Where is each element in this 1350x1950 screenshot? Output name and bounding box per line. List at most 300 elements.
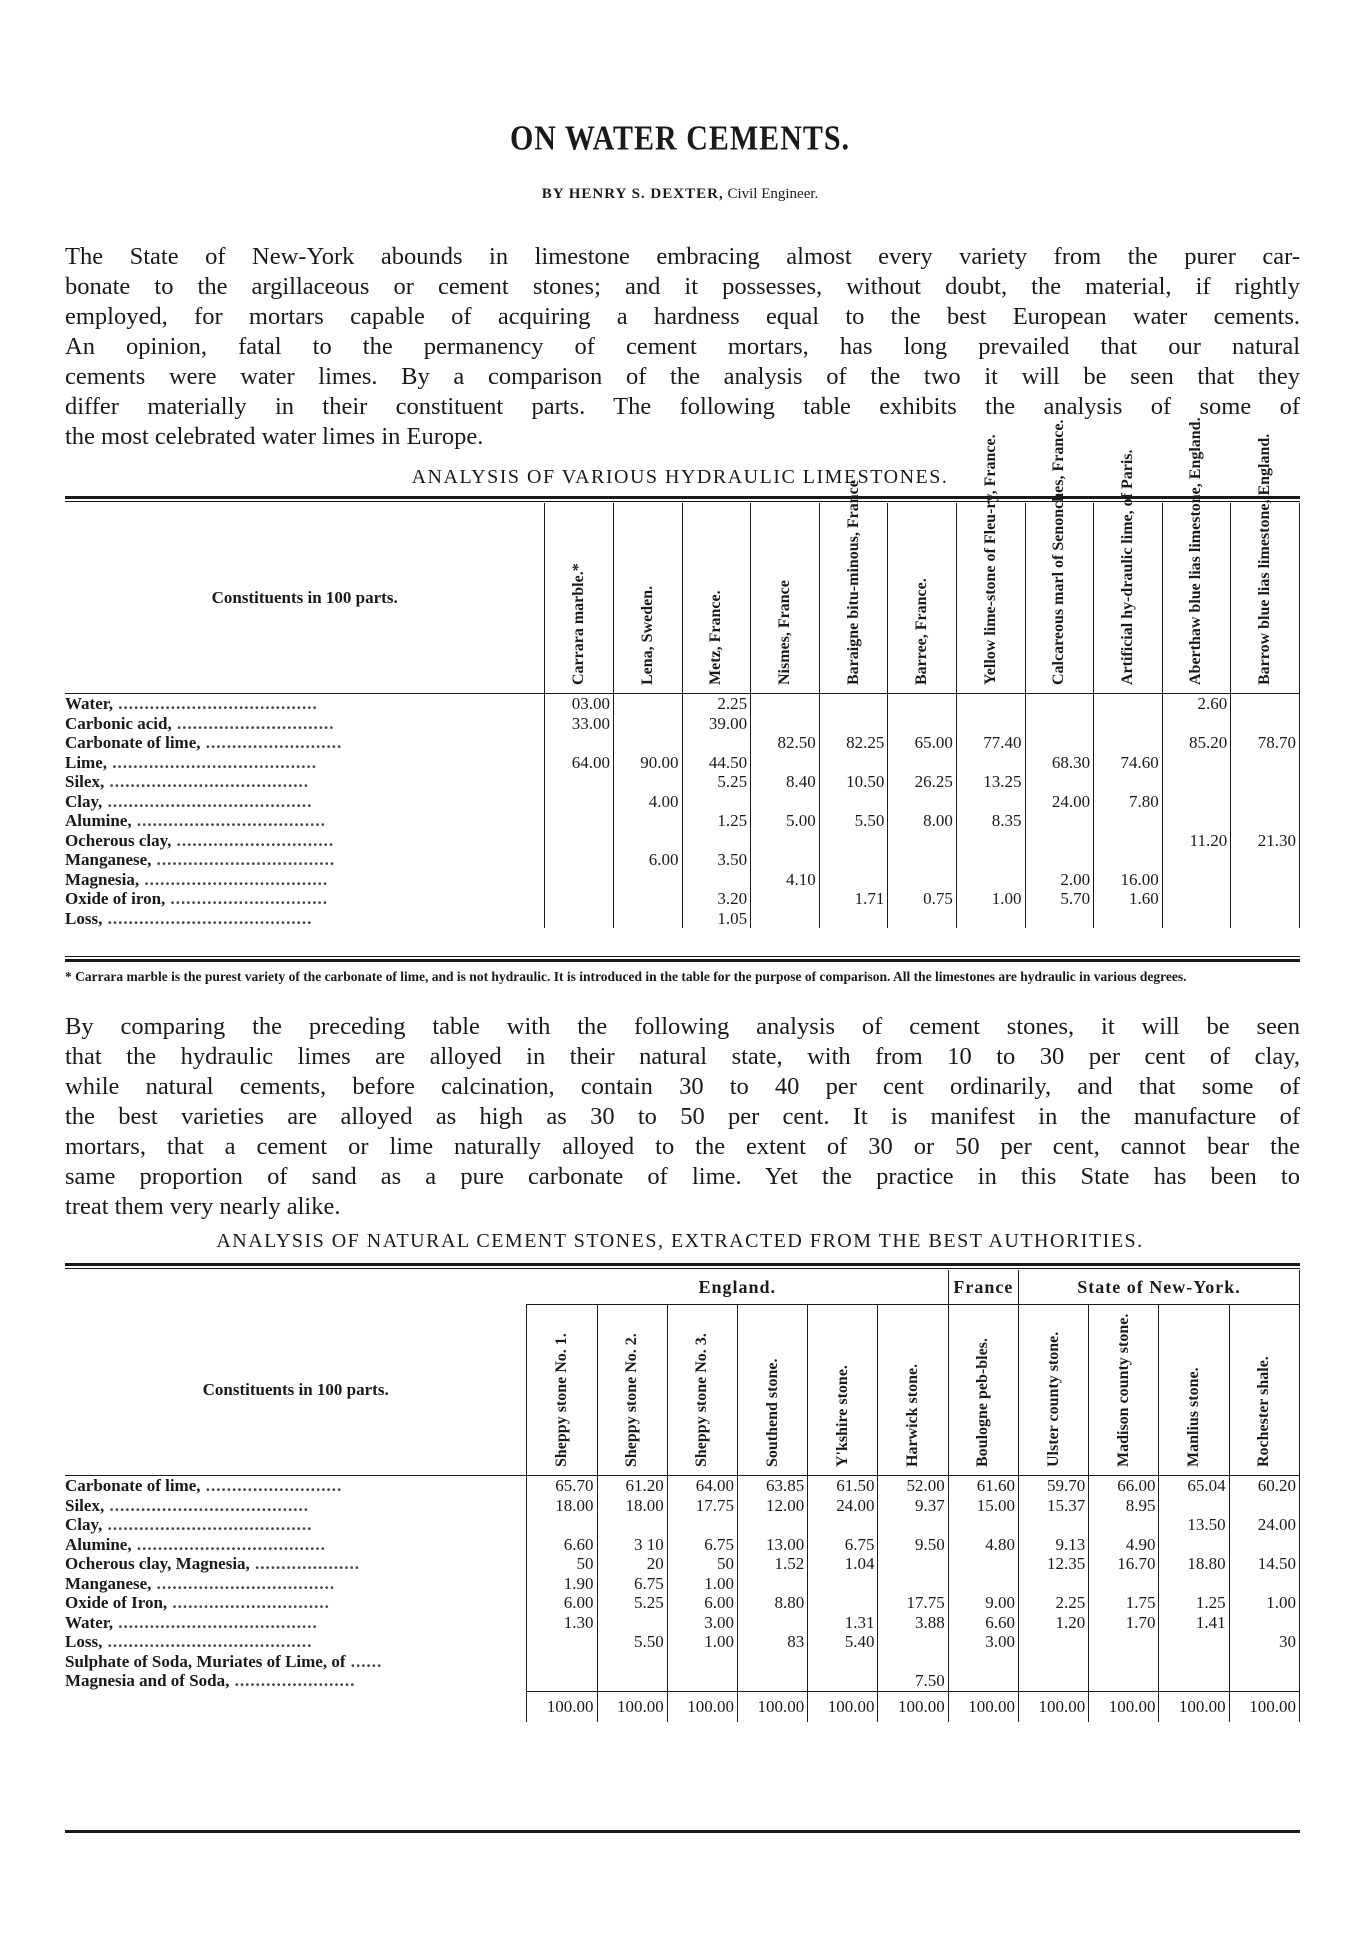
- total-cell: 100.00: [1229, 1691, 1299, 1722]
- text-line: differ materially in their constituent parts. The following table exhibits the analysis of some of: [65, 393, 1300, 420]
- corner-label: Constituents in 100 parts.: [65, 503, 545, 694]
- column-header-text: Sheppy stone No. 3.: [693, 1333, 711, 1467]
- table-cell: [819, 714, 888, 734]
- table-cell: 24.00: [808, 1496, 878, 1516]
- table-cell: [751, 850, 820, 870]
- table-cell: [1089, 1574, 1159, 1594]
- table-cell: [1162, 909, 1231, 929]
- table-cell: [682, 733, 751, 753]
- table-cell: [738, 1574, 808, 1594]
- table-cell: 78.70: [1231, 733, 1300, 753]
- table-cell: [1231, 694, 1300, 714]
- table-cell: [878, 1554, 948, 1574]
- table-cell: [819, 831, 888, 851]
- leader-dots: ......................................: [113, 1612, 318, 1632]
- column-header-row: [65, 1305, 1300, 1476]
- text-line: mortars, that a cement or lime naturally alloyed to the extent of 30 or 50 per cent, cannot bear the: [65, 1133, 1300, 1160]
- table-cell: 20: [597, 1554, 667, 1574]
- table-cell: [613, 772, 682, 792]
- table-cell: [545, 831, 614, 851]
- column-header-text: Calcareous marl of Senonches, France.: [1050, 419, 1068, 685]
- table-row: [65, 1613, 1300, 1633]
- row-label-text: Carbonic acid,: [65, 713, 172, 733]
- table-cell: 2.00: [1025, 870, 1094, 890]
- table-cell: [1229, 1652, 1299, 1672]
- table-cell: [956, 909, 1025, 929]
- row-label-text: Loss,: [65, 908, 103, 928]
- table-cell: [878, 1632, 948, 1652]
- table-cell: 6.75: [597, 1574, 667, 1594]
- author: BY HENRY S. DEXTER,: [541, 186, 724, 202]
- column-header-text: Y'kshire stone.: [833, 1365, 851, 1467]
- column-header: [878, 1305, 948, 1476]
- table-cell: 24.00: [1229, 1515, 1299, 1535]
- leader-dots: .......................................: [107, 752, 318, 772]
- table1-bottom-rule-thin: [65, 956, 1300, 957]
- total-cell: 100.00: [878, 1691, 948, 1722]
- text-line: same proportion of sand as a pure carbonate of lime. Yet the practice in this State has been to: [65, 1163, 1300, 1190]
- table-cell: [948, 1652, 1018, 1672]
- table-cell: [1231, 889, 1300, 909]
- leader-dots: ......: [345, 1651, 383, 1671]
- column-header-text: Rochester shale.: [1255, 1356, 1273, 1467]
- table-cell: 1.00: [667, 1632, 737, 1652]
- table-cell: [667, 1515, 737, 1535]
- leader-dots: ..........................: [200, 733, 343, 752]
- table-cell: 2.25: [1018, 1593, 1088, 1613]
- column-header-text: Metz, France.: [707, 590, 725, 685]
- table-row: [65, 694, 1300, 714]
- table-cell: 1.75: [1089, 1593, 1159, 1613]
- table-cell: 1.00: [956, 889, 1025, 909]
- table-cell: 6.60: [948, 1613, 1018, 1633]
- table-cell: [527, 1671, 597, 1691]
- table-cell: 6.75: [808, 1535, 878, 1555]
- table-cell: [808, 1593, 878, 1613]
- row-label: [65, 753, 545, 773]
- table-cell: [613, 870, 682, 890]
- column-header: [1162, 417, 1231, 694]
- table-cell: 61.20: [597, 1476, 667, 1496]
- table-cell: [527, 1515, 597, 1535]
- table-cell: [1025, 714, 1094, 734]
- column-header-text: Baraigne bitu-minous, France: [844, 480, 862, 685]
- row-label: [65, 1515, 527, 1535]
- table-cell: [1162, 772, 1231, 792]
- row-label: [65, 870, 545, 890]
- table-cell: 1.20: [1018, 1613, 1088, 1633]
- table-cell: [751, 831, 820, 851]
- table-cell: [956, 850, 1025, 870]
- table-cell: 52.00: [878, 1476, 948, 1496]
- table-cell: 3.00: [667, 1613, 737, 1633]
- table-cell: [888, 792, 957, 812]
- column-header: [597, 1305, 667, 1476]
- table-cell: 14.50: [1229, 1554, 1299, 1574]
- table-cell: [1229, 1574, 1299, 1594]
- table-cell: [751, 753, 820, 773]
- table-cell: 1.25: [1159, 1593, 1229, 1613]
- row-label-text: Magnesia,: [65, 869, 140, 889]
- table1-caption: ANALYSIS OF VARIOUS HYDRAULIC LIMESTONES.: [411, 466, 949, 488]
- table-cell: [1231, 753, 1300, 773]
- table-cell: [545, 889, 614, 909]
- column-header-text: Boulogne peb-bles.: [974, 1338, 992, 1467]
- group-corner: [65, 1270, 527, 1305]
- table-cell: 12.00: [738, 1496, 808, 1516]
- leader-dots: .......................................: [102, 1515, 313, 1534]
- table-cell: [597, 1652, 667, 1672]
- leader-dots: ..............................: [171, 830, 335, 850]
- table-cell: [1229, 1613, 1299, 1633]
- table-cell: [1018, 1632, 1088, 1652]
- column-header: [682, 503, 751, 694]
- column-header: [819, 480, 888, 694]
- middle-paragraph: [65, 1012, 1300, 1222]
- row-label: [65, 831, 545, 851]
- row-label-text: Clay,: [65, 791, 103, 811]
- table-cell: [545, 870, 614, 890]
- table-cell: 13.25: [956, 772, 1025, 792]
- table-cell: 10.50: [819, 772, 888, 792]
- row-label: [65, 889, 545, 909]
- table-cell: 5.25: [682, 772, 751, 792]
- table-cell: 1.90: [527, 1574, 597, 1594]
- table-cell: 3.50: [682, 850, 751, 870]
- table-cell: 9.50: [878, 1535, 948, 1555]
- column-header-text: Southend stone.: [763, 1358, 781, 1467]
- row-label: [65, 850, 545, 870]
- table-cell: [1231, 870, 1300, 890]
- leader-dots: ...................................: [139, 869, 329, 889]
- table-cell: 68.30: [1025, 753, 1094, 773]
- table-cell: [682, 831, 751, 851]
- table-cell: [613, 831, 682, 851]
- leader-dots: ..............................: [171, 713, 335, 733]
- table-cell: [1089, 1671, 1159, 1691]
- table-cell: [819, 753, 888, 773]
- row-label: [65, 811, 545, 831]
- table-cell: 65.70: [527, 1476, 597, 1496]
- table-cell: [1025, 850, 1094, 870]
- group-2: State of New-York.: [1018, 1270, 1299, 1305]
- group-1: France: [948, 1270, 1018, 1305]
- table-cell: 5.50: [819, 811, 888, 831]
- table-cell: 9.13: [1018, 1535, 1088, 1555]
- total-cell: 100.00: [738, 1691, 808, 1722]
- table-cell: 6.75: [667, 1535, 737, 1555]
- table-cell: 74.60: [1094, 753, 1163, 773]
- column-header-text: Nismes, France: [775, 580, 793, 685]
- row-label: [65, 1632, 527, 1652]
- column-header: [1025, 419, 1094, 694]
- author-role: Civil Engineer.: [727, 186, 819, 202]
- table-row: [65, 1652, 1300, 1672]
- table-cell: [1162, 714, 1231, 734]
- leader-dots: .......................................: [102, 791, 313, 811]
- column-header: [1089, 1305, 1159, 1476]
- table-cell: 5.40: [808, 1632, 878, 1652]
- table-cell: [613, 714, 682, 734]
- table-cell: [527, 1632, 597, 1652]
- table-row: [65, 1496, 1300, 1516]
- table-cell: [738, 1515, 808, 1535]
- text-line: that the hydraulic limes are alloyed in their natural state, with from 10 to 30 per cent of clay,: [65, 1043, 1300, 1070]
- table-cell: [1018, 1515, 1088, 1535]
- row-label-text: Sulphate of Soda, Muriates of Lime, of: [65, 1651, 346, 1671]
- table-cell: [819, 792, 888, 812]
- column-header-text: Manlius stone.: [1185, 1367, 1203, 1467]
- table-cell: [682, 870, 751, 890]
- row-label: [65, 1554, 527, 1574]
- table-cell: [888, 850, 957, 870]
- row-label-text: Alumine,: [65, 1534, 132, 1554]
- row-label: [65, 733, 545, 753]
- table-cell: [819, 870, 888, 890]
- row-label-text: Manganese,: [65, 850, 152, 869]
- totals-row: [65, 1691, 1300, 1722]
- table-cell: [956, 714, 1025, 734]
- table-cell: [819, 850, 888, 870]
- table-cell: [1229, 1496, 1299, 1516]
- table-row: [65, 850, 1300, 870]
- table-cell: 39.00: [682, 714, 751, 734]
- leader-dots: ......................................: [104, 1495, 309, 1515]
- table-cell: [1089, 1652, 1159, 1672]
- group-header-row: [65, 1270, 1300, 1305]
- table-cell: [1231, 792, 1300, 812]
- table-cell: [1025, 831, 1094, 851]
- table-cell: [1162, 792, 1231, 812]
- table-cell: [1094, 831, 1163, 851]
- row-label-text: Water,: [65, 1612, 114, 1632]
- table-cell: [1159, 1632, 1229, 1652]
- table-cell: 15.37: [1018, 1496, 1088, 1516]
- table-cell: [1094, 811, 1163, 831]
- row-label: [65, 772, 545, 792]
- row-label: [65, 1496, 527, 1516]
- table-cell: [1025, 733, 1094, 753]
- column-header-text: Carrara marble.*: [570, 563, 588, 685]
- column-header-text: Barree, France.: [913, 578, 931, 685]
- table-row: [65, 753, 1300, 773]
- table-cell: 7.50: [878, 1671, 948, 1691]
- table-cell: 03.00: [545, 694, 614, 714]
- table2-top-rule-thin: [65, 1268, 1300, 1269]
- table-cell: [667, 1652, 737, 1672]
- table-cell: 1.71: [819, 889, 888, 909]
- table-cell: 13.00: [738, 1535, 808, 1555]
- table-cell: 77.40: [956, 733, 1025, 753]
- table-cell: [948, 1671, 1018, 1691]
- leader-dots: ......................................: [113, 694, 318, 713]
- table-cell: [751, 694, 820, 714]
- leader-dots: .......................................: [102, 908, 313, 928]
- table-cell: 4.80: [948, 1535, 1018, 1555]
- row-label-text: Water,: [65, 694, 114, 713]
- table-cell: [1025, 772, 1094, 792]
- table-row: [65, 831, 1300, 851]
- table-cell: [888, 909, 957, 929]
- table-cell: 1.31: [808, 1613, 878, 1633]
- table-cell: [1089, 1515, 1159, 1535]
- table-cell: 17.75: [667, 1496, 737, 1516]
- byline: [60, 186, 1300, 203]
- row-label: [65, 1593, 527, 1613]
- table-cell: 60.20: [1229, 1476, 1299, 1496]
- table-cell: [1025, 694, 1094, 714]
- row-label: [65, 714, 545, 734]
- column-header-text: Lena, Sweden.: [638, 585, 656, 685]
- table2-natural-cement-stones: [65, 1270, 1300, 1722]
- table-cell: 44.50: [682, 753, 751, 773]
- table2-top-rule: [65, 1263, 1300, 1266]
- table-cell: [1159, 1535, 1229, 1555]
- table-cell: [956, 753, 1025, 773]
- row-label: [65, 1652, 527, 1672]
- table-cell: [1025, 811, 1094, 831]
- table-cell: [1162, 889, 1231, 909]
- table-cell: [888, 694, 957, 714]
- table-cell: [597, 1515, 667, 1535]
- table-cell: [1231, 850, 1300, 870]
- table-row: [65, 1671, 1300, 1691]
- leader-dots: ..............................: [165, 889, 329, 908]
- table-cell: 9.37: [878, 1496, 948, 1516]
- table-cell: [956, 870, 1025, 890]
- table-cell: 15.00: [948, 1496, 1018, 1516]
- row-label-text: Silex,: [65, 772, 105, 791]
- table-row: [65, 1476, 1300, 1496]
- column-header: [1094, 449, 1163, 694]
- table-cell: 5.25: [597, 1593, 667, 1613]
- row-label-text: Magnesia and of Soda,: [65, 1671, 230, 1690]
- table-cell: [1162, 753, 1231, 773]
- table-cell: 3.88: [878, 1613, 948, 1633]
- row-label: [65, 1613, 527, 1633]
- table-cell: 1.41: [1159, 1613, 1229, 1633]
- column-header-text: Sheppy stone No. 1.: [552, 1333, 570, 1467]
- table-cell: [819, 909, 888, 929]
- table-cell: 18.80: [1159, 1554, 1229, 1574]
- table-cell: 61.50: [808, 1476, 878, 1496]
- table-cell: [545, 733, 614, 753]
- table-cell: 6.00: [613, 850, 682, 870]
- table-cell: [1094, 850, 1163, 870]
- table-cell: [808, 1671, 878, 1691]
- text-line: cements were water limes. By a comparison of the analysis of the two it will be seen that they: [65, 363, 1300, 390]
- table-cell: 3.20: [682, 889, 751, 909]
- intro-paragraph: [65, 242, 1300, 452]
- table-row: [65, 889, 1300, 909]
- table-row: [65, 1535, 1300, 1555]
- column-header: [613, 503, 682, 694]
- table-cell: [682, 792, 751, 812]
- table-cell: [1018, 1574, 1088, 1594]
- table-cell: [597, 1671, 667, 1691]
- leader-dots: ..................................: [151, 850, 336, 869]
- table-cell: 30: [1229, 1632, 1299, 1652]
- table-cell: [1094, 909, 1163, 929]
- table-cell: 65.04: [1159, 1476, 1229, 1496]
- table-cell: 1.00: [1229, 1593, 1299, 1613]
- column-header: [751, 503, 820, 694]
- table-row: [65, 1515, 1300, 1535]
- row-label-text: Oxide of iron,: [65, 889, 166, 908]
- table-cell: [1094, 694, 1163, 714]
- table-cell: 66.00: [1089, 1476, 1159, 1496]
- table-cell: 4.90: [1089, 1535, 1159, 1555]
- row-label-text: Ocherous clay, Magnesia,: [65, 1554, 250, 1573]
- table-cell: 1.00: [667, 1574, 737, 1594]
- table-cell: 11.20: [1162, 831, 1231, 851]
- table-cell: 8.00: [888, 811, 957, 831]
- table-cell: 6.00: [527, 1593, 597, 1613]
- table-cell: 82.50: [751, 733, 820, 753]
- table-cell: [1094, 772, 1163, 792]
- table-row: [65, 870, 1300, 890]
- table-cell: [545, 792, 614, 812]
- table1-top-rule-thin: [65, 501, 1300, 502]
- total-cell: 100.00: [1089, 1691, 1159, 1722]
- row-label-text: Manganese,: [65, 1573, 152, 1593]
- table-cell: 5.70: [1025, 889, 1094, 909]
- table-cell: [613, 694, 682, 714]
- row-label: [65, 1476, 527, 1496]
- column-header: [808, 1305, 878, 1476]
- table-cell: [1231, 811, 1300, 831]
- table-row: [65, 792, 1300, 812]
- table-cell: [948, 1554, 1018, 1574]
- table-row: [65, 1632, 1300, 1652]
- table-cell: [956, 694, 1025, 714]
- table-cell: [545, 811, 614, 831]
- table-cell: 1.60: [1094, 889, 1163, 909]
- table-cell: 1.70: [1089, 1613, 1159, 1633]
- table-cell: [948, 1515, 1018, 1535]
- totals-label: [65, 1691, 527, 1722]
- column-header: [1229, 1305, 1299, 1476]
- table-cell: [1094, 733, 1163, 753]
- row-label-text: Oxide of Iron,: [65, 1593, 168, 1612]
- table-cell: [751, 889, 820, 909]
- leader-dots: ......................................: [104, 772, 309, 791]
- table-cell: 6.60: [527, 1535, 597, 1555]
- table-cell: 12.35: [1018, 1554, 1088, 1574]
- row-label: [65, 1671, 527, 1691]
- total-cell: 100.00: [1018, 1691, 1088, 1722]
- table-cell: [1159, 1496, 1229, 1516]
- column-header-text: Artificial hy-draulic lime, of Paris.: [1118, 449, 1136, 685]
- article-title: ON WATER CEMENTS.: [509, 119, 851, 158]
- table-cell: [1162, 850, 1231, 870]
- table-row: [65, 909, 1300, 929]
- table-cell: [738, 1671, 808, 1691]
- column-header: [545, 503, 614, 694]
- table-cell: [1231, 772, 1300, 792]
- column-header-text: Sheppy stone No. 2.: [623, 1333, 641, 1467]
- table-cell: 4.00: [613, 792, 682, 812]
- column-header-text: Yellow lime-stone of Fleu-ry, France.: [981, 434, 999, 685]
- table-cell: [808, 1515, 878, 1535]
- table-cell: [1018, 1671, 1088, 1691]
- table-cell: 18.00: [597, 1496, 667, 1516]
- table1-top-rule: [65, 496, 1300, 499]
- table-cell: [545, 909, 614, 929]
- table-row: [65, 1574, 1300, 1594]
- leader-dots: ..............................: [167, 1593, 330, 1612]
- text-line: An opinion, fatal to the permanency of cement mortars, has long prevailed that our natural: [65, 333, 1300, 360]
